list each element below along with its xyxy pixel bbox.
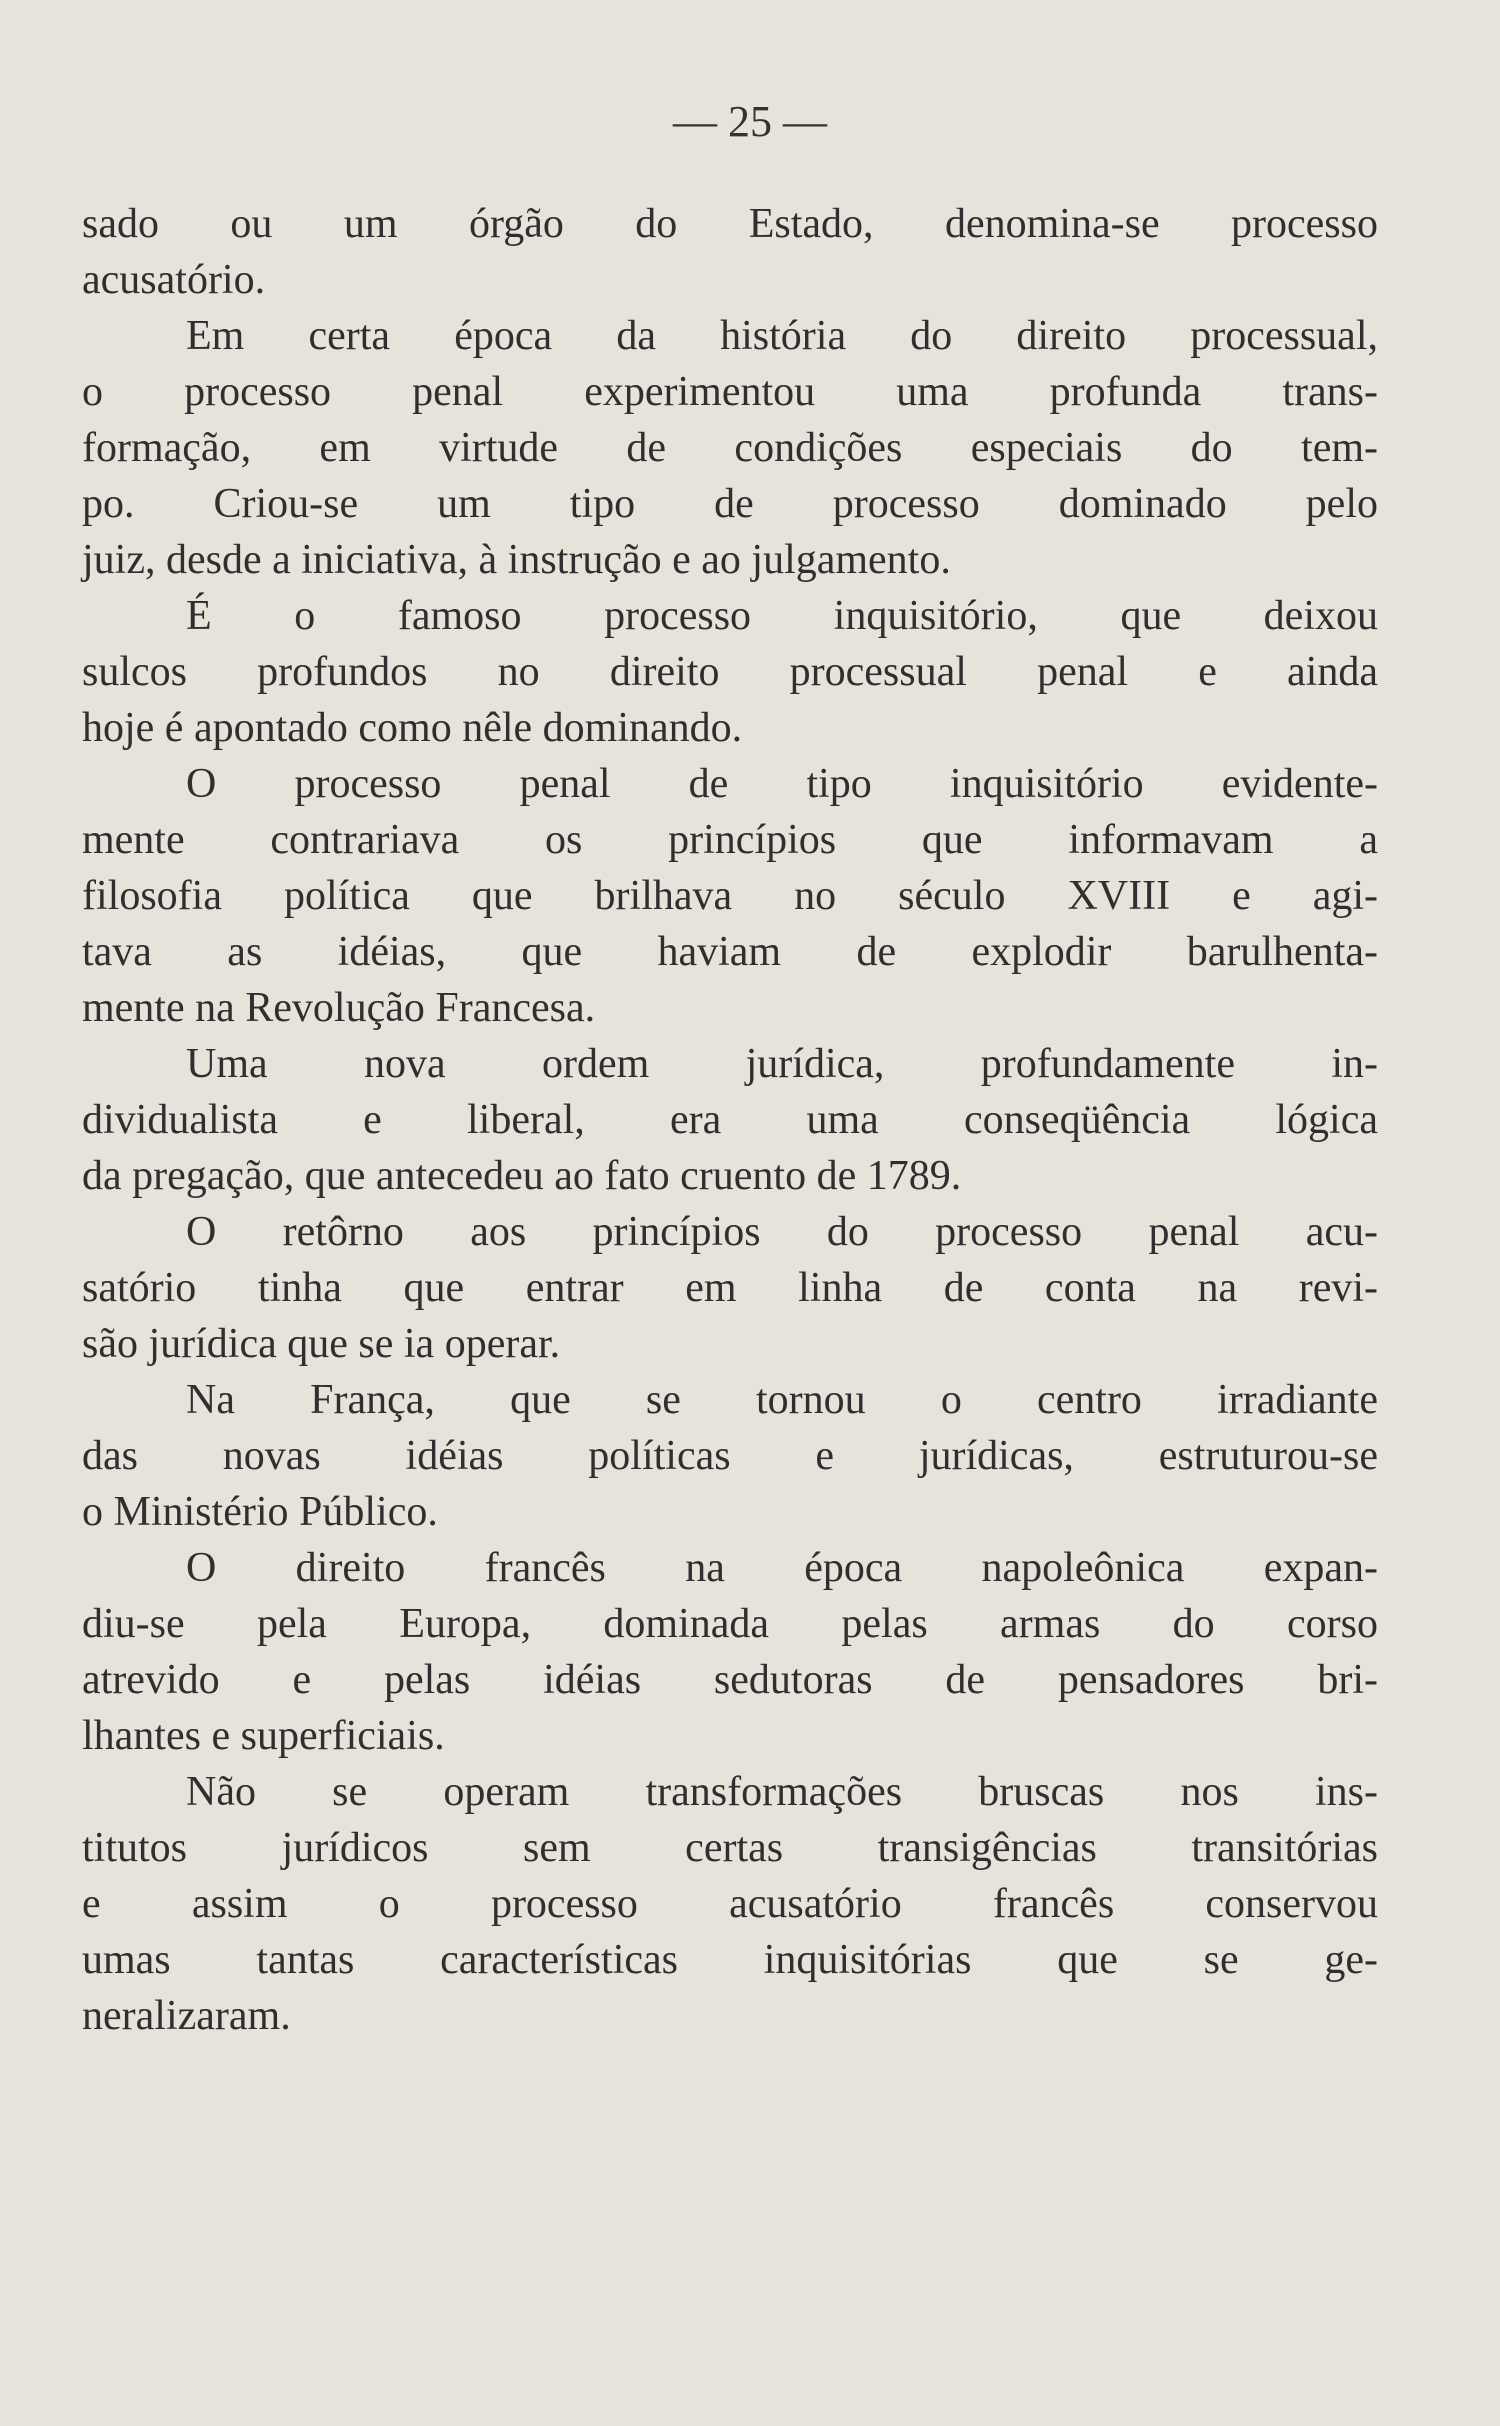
text-line: neralizaram. — [82, 1993, 291, 2039]
text-line: po. Criou-se um tipo de processo dominado pelo — [82, 481, 1378, 527]
text-line: dividualista e liberal, era uma conseqüência lógica — [82, 1097, 1378, 1143]
text-line: são jurídica que se ia operar. — [82, 1321, 561, 1367]
text-line: O direito francês na época napoleônica expan- — [186, 1545, 1378, 1591]
text-line: atrevido e pelas idéias sedutoras de pensadores bri- — [82, 1657, 1378, 1703]
text-line: mente contrariava os princípios que informavam a — [82, 817, 1378, 863]
body-text — [82, 196, 1378, 2044]
text-line: O retôrno aos princípios do processo penal acu- — [186, 1209, 1378, 1255]
text-line: satório tinha que entrar em linha de conta na revi- — [82, 1265, 1378, 1311]
text-line: O processo penal de tipo inquisitório evidente- — [186, 761, 1378, 807]
text-line: acusatório. — [82, 257, 266, 303]
text-line: diu-se pela Europa, dominada pelas armas do corso — [82, 1601, 1378, 1647]
text-line: É o famoso processo inquisitório, que deixou — [186, 593, 1378, 639]
text-line: juiz, desde a iniciativa, à instrução e ao julgamento. — [82, 537, 951, 583]
text-line: lhantes e superficiais. — [82, 1713, 445, 1759]
text-line: das novas idéias políticas e jurídicas, estruturou-se — [82, 1433, 1378, 1479]
text-line: o processo penal experimentou uma profunda trans- — [82, 369, 1378, 415]
page-number: — 25 — — [673, 97, 827, 146]
text-line: sado ou um órgão do Estado, denomina-se processo — [82, 201, 1378, 247]
text-line: da pregação, que antecedeu ao fato cruento de 1789. — [82, 1153, 962, 1199]
text-line: Em certa época da história do direito processual, — [186, 313, 1378, 359]
text-line: Na França, que se tornou o centro irradiante — [186, 1377, 1378, 1423]
text-line: tava as idéias, que haviam de explodir barulhenta- — [82, 929, 1378, 975]
text-line: Não se operam transformações bruscas nos ins- — [186, 1769, 1378, 1815]
text-line: filosofia política que brilhava no século XVIII e agi- — [82, 873, 1378, 919]
text-line: titutos jurídicos sem certas transigências transitórias — [82, 1825, 1378, 1871]
text-line: formação, em virtude de condições especiais do tem- — [82, 425, 1378, 471]
text-line: umas tantas características inquisitórias que se ge- — [82, 1937, 1378, 1983]
text-line: hoje é apontado como nêle dominando. — [82, 705, 743, 751]
text-line: sulcos profundos no direito processual penal e ainda — [82, 649, 1378, 695]
text-line: Uma nova ordem jurídica, profundamente in- — [186, 1041, 1378, 1087]
text-line: mente na Revolução Francesa. — [82, 985, 596, 1031]
text-line: e assim o processo acusatório francês conservou — [82, 1881, 1378, 1927]
text-line: o Ministério Público. — [82, 1489, 438, 1535]
